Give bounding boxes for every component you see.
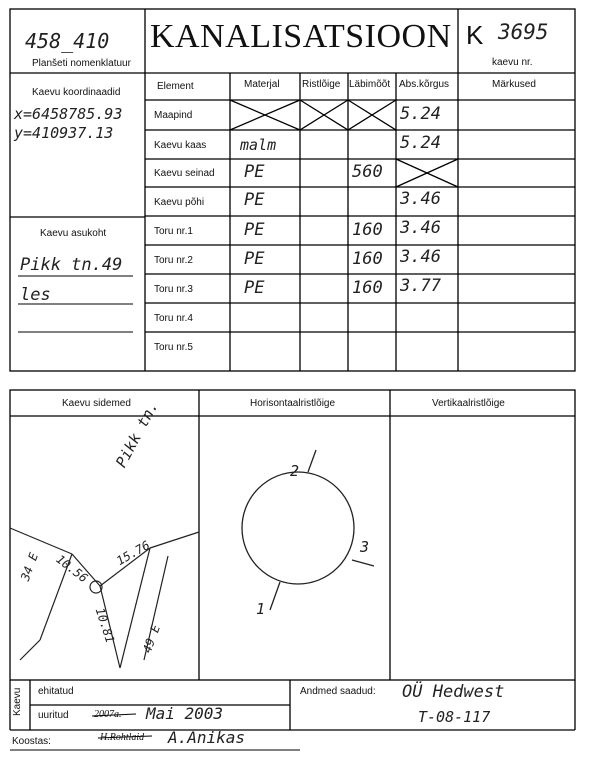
data-line1: OÜ Hedwest	[402, 682, 505, 702]
coords-label: Kaevu koordinaadid	[32, 87, 121, 98]
composed-struck: H.Rohtlaid	[100, 732, 145, 743]
pipe-label: 2	[290, 462, 300, 480]
row-diameter: 160	[352, 249, 383, 269]
location-line1: Pikk tn.49	[20, 255, 123, 275]
surveyed-struck: 2007a.	[94, 709, 122, 720]
house-label: 34 E	[18, 550, 42, 583]
row-diameter: 160	[352, 278, 383, 298]
composed-label: Koostas:	[12, 736, 51, 747]
well-label: kaevu nr.	[492, 57, 533, 68]
dim-label: 10.56	[53, 552, 91, 586]
row-material: PE	[244, 190, 265, 210]
form-title: KANALISATSIOON	[150, 18, 452, 55]
row-element: Toru nr.5	[154, 342, 193, 353]
row-height: 3.46	[400, 218, 441, 238]
row-element: Kaevu kaas	[154, 140, 207, 151]
ties-sketch	[10, 528, 199, 668]
surveyed-label: uuritud	[38, 710, 69, 721]
well-number: 3695	[498, 20, 549, 44]
pipe-label: 3	[360, 538, 370, 556]
well-prefix: K	[466, 20, 484, 50]
coord-x: x=6458785.93	[14, 105, 123, 123]
row-height: 3.46	[400, 247, 441, 267]
house-label: 49 E	[140, 622, 164, 655]
vertical-label: Vertikaalristlõige	[432, 398, 505, 409]
row-material: PE	[244, 278, 265, 298]
pipe-label: 1	[256, 600, 266, 618]
horizontal-label: Horisontaalristlõige	[250, 398, 336, 409]
row-element: Toru nr.4	[154, 313, 193, 324]
row-diameter: 160	[352, 220, 383, 240]
row-element: Kaevu põhi	[154, 197, 205, 208]
location-label: Kaevu asukoht	[40, 228, 107, 239]
row-material: PE	[244, 220, 265, 240]
manhole-plan	[242, 450, 374, 610]
row-diameter: 560	[352, 162, 383, 182]
row-material: PE	[244, 162, 265, 182]
row-element: Kaevu seinad	[154, 168, 215, 179]
col-header-section: Ristlõige	[302, 79, 341, 90]
col-header-height: Abs.kõrgus	[399, 79, 450, 90]
dim-label: 10.81	[92, 606, 118, 645]
data-label: Andmed saadud:	[300, 686, 376, 697]
row-height: 3.46	[400, 189, 441, 209]
coord-y: y=410937.13	[14, 124, 114, 142]
row-element: Maapind	[154, 110, 193, 121]
row-element: Toru nr.3	[154, 284, 193, 295]
row-height: 5.24	[400, 133, 441, 153]
side-label: Kaevu	[12, 687, 23, 716]
street-label: Pikk tn.	[112, 398, 162, 471]
col-header-element: Element	[157, 81, 194, 92]
row-element: Toru nr.2	[154, 255, 193, 266]
sheet-label: Planšeti nomenklatuur	[32, 58, 131, 69]
location-line2: les	[20, 285, 51, 305]
sheet-number: 458_410	[25, 29, 110, 53]
row-height: 3.77	[400, 276, 441, 296]
row-height: 5.24	[400, 104, 441, 124]
surveyed-value: Mai 2003	[146, 704, 224, 723]
ties-label: Kaevu sidemed	[62, 398, 131, 409]
col-header-notes: Märkused	[492, 79, 536, 90]
row-material: PE	[244, 249, 265, 269]
row-material: malm	[240, 136, 277, 154]
data-line2: T-08-117	[418, 708, 491, 726]
built-label: ehitatud	[38, 686, 74, 697]
composed-value: A.Anikas	[168, 728, 246, 747]
row-element: Toru nr.1	[154, 226, 193, 237]
col-header-diameter: Läbimõõt	[349, 79, 391, 90]
col-header-material: Materjal	[244, 79, 280, 90]
dim-label: 15.76	[114, 537, 153, 569]
